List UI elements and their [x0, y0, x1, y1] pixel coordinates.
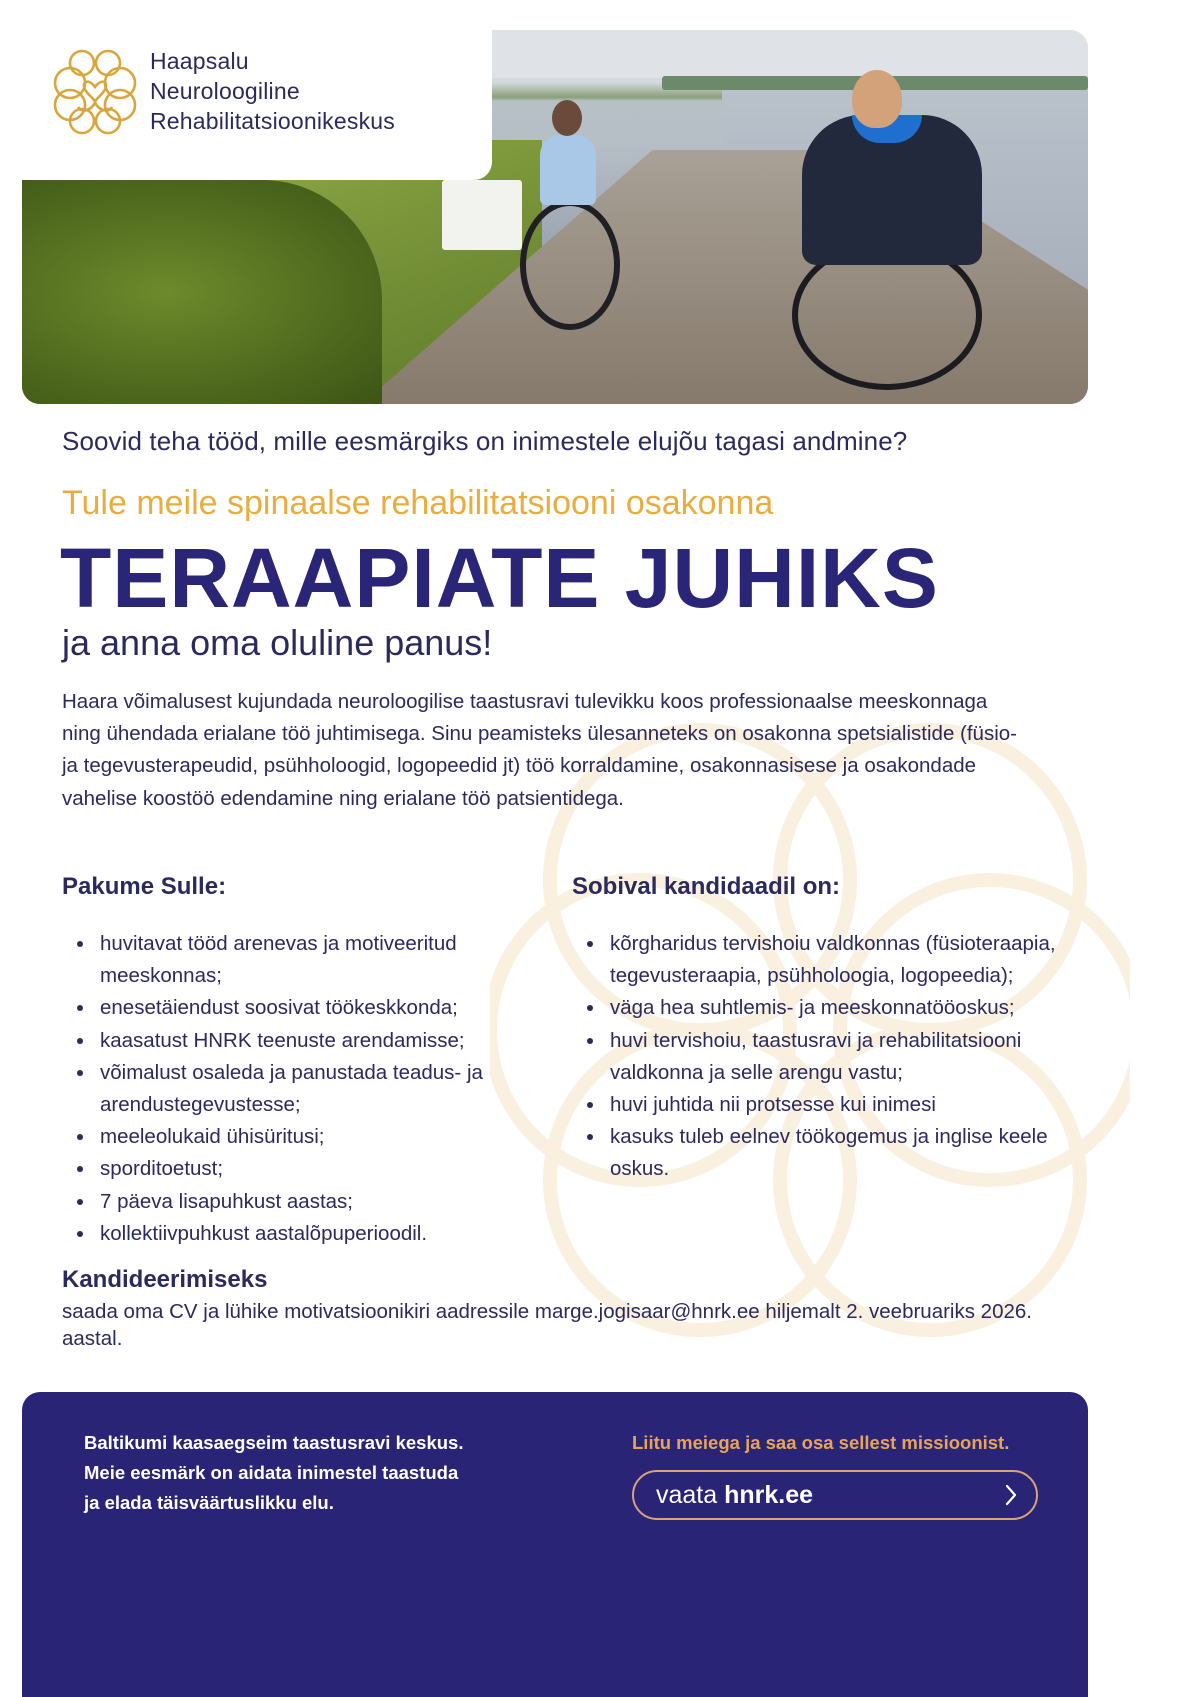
link-prefix: vaata — [656, 1480, 718, 1509]
offer-list — [62, 928, 532, 1250]
footer-tagline — [84, 1428, 554, 1518]
offer-item: huvitavat tööd arenevas ja motiveeritud meeskonnas; — [62, 928, 532, 992]
tagline-line: Meie eesmärk on aidata inimestel taastuda — [84, 1462, 459, 1483]
website-link-button[interactable] — [632, 1470, 1038, 1520]
offer-heading: Pakume Sulle: — [62, 873, 227, 900]
apply-section — [62, 1262, 1062, 1352]
intro-paragraph: Haara võimalusest kujundada neuroloogilise taastusravi tulevikku koos professionaalse meeskonnaga ning ühendada erialane töö juhtimisega. Sinu peamisteks ülesanneteks on osakonna spetsialistide (füsio- ja tegevusterapeudid, psühholoogid, logopeedid jt) töö korraldamine, osakonnasisese ja osakondade vahelise koostöö edendamine ning erialane töö patsientidega. — [62, 690, 1017, 810]
requirement-item: huvi tervishoiu, taastusravi ja rehabilitatsiooni valdkonna ja selle arengu vastu; — [572, 1025, 1092, 1089]
offer-item: sporditoetust; — [62, 1153, 532, 1185]
requirement-item: huvi juhtida nii protsesse kui inimesi — [572, 1089, 1092, 1121]
requirement-item: kasuks tuleb eelnev töökogemus ja inglise keele oskus. — [572, 1121, 1092, 1185]
footer-cta-text: Liitu meiega ja saa osa sellest missioonist. — [632, 1432, 1010, 1453]
tagline-line: Baltikumi kaasaegseim taastusravi keskus. — [84, 1432, 464, 1453]
offer-item: 7 päeva lisapuhkust aastas; — [62, 1186, 532, 1218]
link-domain: hnrk.ee — [724, 1480, 814, 1509]
offer-section — [62, 868, 532, 1250]
org-name-line-3: Rehabilitatsioonikeskus — [150, 108, 395, 134]
headline-invite: Tule meile spinaalse rehabilitatsiooni osakonna — [62, 484, 774, 522]
tagline-line: ja elada täisväärtuslikku elu. — [84, 1492, 334, 1513]
apply-heading: Kandideerimiseks — [62, 1266, 268, 1293]
headline-question: Soovid teha tööd, mille eesmärgiks on inimestele elujõu tagasi andmine? — [62, 426, 908, 456]
brain-rings-logo-icon — [52, 47, 138, 135]
offer-item: kollektiivpuhkust aastalõpuperioodil. — [62, 1218, 532, 1250]
org-name-line-1: Haapsalu — [150, 48, 249, 74]
website-link-label — [656, 1481, 813, 1510]
job-title: TERAAPIATE JUHIKS — [60, 531, 939, 625]
footer-banner — [22, 1392, 1088, 1697]
requirements-list — [572, 928, 1092, 1186]
headline-subtitle: ja anna oma oluline panus! — [62, 622, 493, 663]
apply-instructions: saada oma CV ja lühike motivatsioonikiri aadressile marge.jogisaar@hnrk.ee hiljemalt 2. veebruariks 2026. aastal. — [62, 1300, 1032, 1350]
organization-name — [150, 46, 395, 136]
chevron-right-icon — [1004, 1484, 1018, 1506]
requirements-heading: Sobival kandidaadil on: — [572, 873, 841, 900]
offer-item: kaasatust HNRK teenuste arendamisse; — [62, 1025, 532, 1057]
offer-item: meeleolukaid ühisüritusi; — [62, 1121, 532, 1153]
requirement-item: kõrgharidus tervishoiu valdkonnas (füsioteraapia, tegevusteraapia, psühholoogia, logopeedia); — [572, 928, 1092, 992]
organization-logo — [52, 46, 395, 136]
footer-cta-area — [632, 1430, 1052, 1520]
requirements-section — [572, 868, 1092, 1186]
requirement-item: väga hea suhtlemis- ja meeskonnatööoskus; — [572, 992, 1092, 1024]
offer-item: enesetäiendust soosivat töökeskkonda; — [62, 992, 532, 1024]
offer-item: võimalust osaleda ja panustada teadus- ja arendustegevustesse; — [62, 1057, 532, 1121]
org-name-line-2: Neuroloogiline — [150, 78, 300, 104]
